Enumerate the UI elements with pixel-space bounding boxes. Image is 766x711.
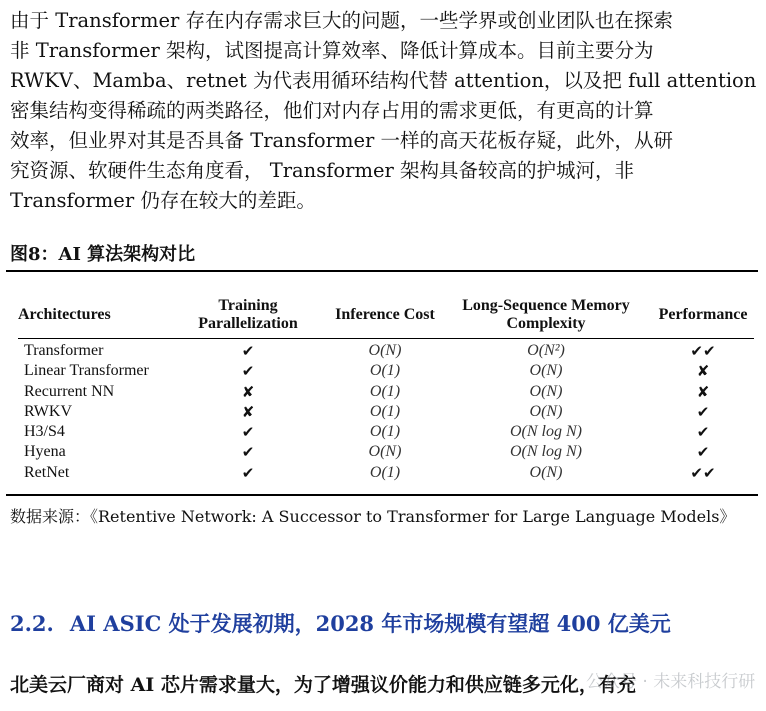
cell-training-parallelization: ✔ — [241, 463, 255, 482]
cell-training-parallelization: ✔ — [241, 443, 255, 462]
header-performance: Performance — [658, 306, 748, 323]
cell-inference-cost: O(1) — [369, 402, 401, 420]
table-header-row — [18, 292, 754, 339]
cell-performance: ✔ — [696, 402, 710, 421]
cell-performance: ✘ — [696, 362, 710, 381]
table-row — [18, 341, 754, 361]
header-inference-cost: Inference Cost — [335, 306, 435, 323]
architecture-comparison-table — [18, 292, 754, 483]
paragraph-line: RWKV、Mamba、retnet 为代表用循环结构代替 attention，以及把 full attention — [10, 69, 757, 92]
header-training-parallelization: Training Parallelization — [198, 297, 298, 332]
cell-inference-cost: O(1) — [369, 423, 401, 441]
cell-performance: ✔ — [696, 423, 710, 442]
cell-inference-cost: O(1) — [369, 463, 401, 481]
cell-architecture: RetNet — [24, 463, 70, 481]
cell-training-parallelization: ✔ — [241, 362, 255, 381]
section-heading — [10, 609, 671, 639]
table-row — [18, 402, 754, 422]
body-text-line: 北美云厂商对 AI 芯片需求量大，为了增强议价能力和供应链多元化，有充 — [10, 674, 636, 696]
paragraph-line: 非 Transformer 架构，试图提高计算效率、降低计算成本。目前主要分为 — [10, 39, 654, 62]
paragraph-line: Transformer 仍存在较大的差距。 — [10, 189, 316, 212]
section-number: 2.2. — [10, 611, 54, 636]
cell-memory-complexity: O(N) — [529, 362, 563, 380]
cell-memory-complexity: O(N²) — [527, 342, 565, 359]
cell-inference-cost: O(1) — [369, 362, 401, 380]
cell-inference-cost: O(N) — [368, 443, 402, 461]
cell-performance: ✔ — [696, 443, 710, 462]
cell-inference-cost: O(N) — [368, 342, 402, 359]
table-row — [18, 422, 754, 442]
cell-performance: ✔✔ — [690, 342, 716, 360]
cell-inference-cost: O(1) — [369, 382, 401, 400]
cell-training-parallelization: ✔ — [241, 423, 255, 442]
cell-performance: ✘ — [696, 382, 710, 401]
figure-source: 数据来源：《Retentive Network: A Successor to Transformer for Large Language Models》 — [10, 507, 736, 526]
cell-training-parallelization: ✘ — [241, 402, 255, 421]
figure-bottom-rule — [6, 494, 758, 496]
paragraph-line: 密集结构变得稀疏的两类路径，他们对内存占用的需求更低，有更高的计算 — [10, 99, 654, 122]
cell-memory-complexity: O(N) — [529, 402, 563, 420]
table-row — [18, 442, 754, 462]
cell-memory-complexity: O(N) — [529, 382, 563, 400]
cell-architecture: Transformer — [24, 342, 104, 359]
cell-architecture: Hyena — [24, 443, 66, 461]
paragraph-line: 由于 Transformer 存在内存需求巨大的问题，一些学界或创业团队也在探索 — [10, 9, 674, 32]
cell-memory-complexity: O(N log N) — [510, 443, 582, 461]
cell-architecture: Linear Transformer — [24, 362, 149, 380]
table-row — [18, 382, 754, 402]
table-body — [18, 339, 754, 483]
cell-training-parallelization: ✔ — [241, 342, 255, 360]
cell-architecture: RWKV — [24, 402, 72, 420]
cell-architecture: Recurrent NN — [24, 382, 115, 400]
paragraph-line: 究资源、软硬件生态角度看， Transformer 架构具备较高的护城河，非 — [10, 159, 635, 182]
figure-top-rule — [6, 270, 758, 272]
cell-architecture: H3/S4 — [24, 423, 65, 441]
watermark: 公众号 · 未来科技行研 — [586, 672, 756, 692]
table-row — [18, 463, 754, 483]
cell-memory-complexity: O(N log N) — [510, 423, 582, 441]
figure-title: 图8：AI 算法架构对比 — [10, 244, 196, 265]
paragraph-line: 效率，但业界对其是否具备 Transformer 一样的高天花板存疑，此外，从研 — [10, 129, 674, 152]
header-memory-complexity: Long-Sequence Memory Complexity — [462, 297, 630, 332]
cell-performance: ✔✔ — [690, 463, 716, 482]
cell-training-parallelization: ✘ — [241, 382, 255, 401]
header-architectures: Architectures — [18, 306, 111, 323]
intro-paragraph — [10, 6, 758, 216]
table-row — [18, 361, 754, 381]
section-title: AI ASIC 处于发展初期，2028 年市场规模有望超 400 亿美元 — [69, 611, 671, 636]
cell-memory-complexity: O(N) — [529, 463, 563, 481]
